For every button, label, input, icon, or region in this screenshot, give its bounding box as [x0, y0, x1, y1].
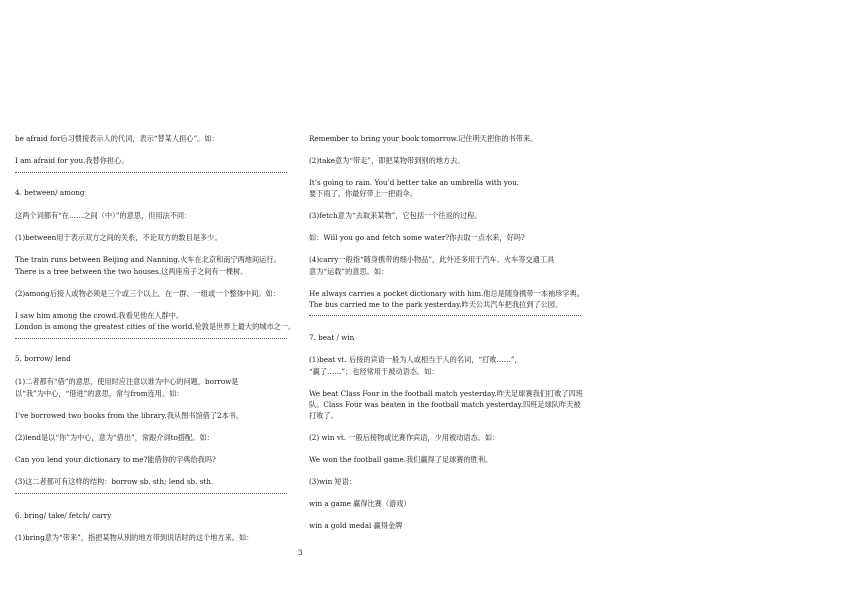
- text-line: win a gold medal 赢得金牌: [309, 521, 403, 530]
- section-heading: 4. between/ among: [15, 188, 85, 197]
- text-line: (2)lend是以“你”为中心，意为“借出”，常跟介词to搭配。如：: [15, 433, 214, 442]
- section-heading: 6. bring/ take/ fetch/ carry: [15, 511, 112, 520]
- dotted-separator: [15, 493, 287, 494]
- text-line: “赢了……”；也经常用于被动语态。如：: [309, 367, 439, 376]
- text-line: (2)take意为“带走”，即把某物带到别的地方去。: [309, 156, 465, 165]
- text-line: win a game 赢得比赛（游戏）: [309, 499, 411, 508]
- text-line: (1)beat vt. 后接的宾语一般为人或相当于人的名词，“打败……”，: [309, 355, 522, 364]
- text-line: (3)win 短语：: [309, 477, 357, 486]
- text-line: 队。Class Four was beaten in the football match yesterday.四班足球队昨天被: [309, 400, 581, 409]
- text-line: We won the football game.我们赢得了足球赛的胜利。: [309, 455, 493, 464]
- text-line: (2)among后接人或物必须是三个或三个以上，在一群、一组或一个整体中间。如：: [15, 289, 280, 298]
- text-line: 这两个词都有“在……之间（中）”的意思，但用法不同：: [15, 211, 192, 220]
- text-line: (1)between用于表示双方之间的关系，不论双方的数目是多少。: [15, 233, 222, 242]
- dotted-separator: [15, 338, 287, 339]
- text-line: 要下雨了。你最好带上一把雨伞。: [309, 189, 417, 198]
- text-line: (2) win vt. 一般后接物或比赛作宾语，少用被动语态。如：: [309, 433, 500, 442]
- text-line: 打败了。: [309, 411, 338, 420]
- text-line: The bus carried me to the park yesterday.昨天公共汽车把我拉到了公园。: [309, 300, 563, 309]
- text-line: There is a tree between the two houses.这两座房子之间有一棵树。: [15, 267, 248, 276]
- text-line: (1)二者都有“借”的意思，使用时应注意以谁为中心的问题，borrow是: [15, 377, 239, 386]
- text-line: be afraid for后习惯接表示人的代词，表示“替某人担心”。如：: [15, 134, 219, 143]
- text-line: (4)carry一般指“随身携带的细小物品”，此外还多用于汽车、火车等交通工具: [309, 255, 555, 264]
- dotted-separator: [309, 315, 581, 316]
- text-line: We beat Class Four in the football match yesterday.昨天足球赛我们打败了四班: [309, 389, 583, 398]
- text-line: Remember to bring your book tomorrow.记住明天把你的书带来。: [309, 134, 538, 143]
- page-number: 3: [298, 548, 303, 557]
- text-line: I am afraid for you.我替你担心。: [15, 156, 129, 165]
- text-line: I saw him among the crowd.我看见他在人群中。: [15, 311, 184, 320]
- text-line: The train runs between Beijing and Nanning.火车在北京和南宁两地间运行。: [15, 255, 281, 264]
- section-heading: 5. borrow/ lend: [15, 354, 71, 363]
- dotted-separator: [15, 172, 287, 173]
- text-line: (3)fetch意为“去取来某物”，它包括一个往返的过程。: [309, 211, 482, 220]
- text-line: (1)bring意为“带来”，指把某物从别的地方带到说话时的这个地方来。如：: [15, 533, 254, 542]
- text-line: London is among the greatest cities of the world.伦敦是世界上最大的城市之一。: [15, 322, 296, 331]
- text-line: (3)这二者都可有这样的结构：borrow sb. sth; lend sb. sth.: [15, 477, 214, 486]
- text-line: 如：Will you go and fetch some water?你去取一点水来，好吗?: [309, 233, 525, 242]
- text-line: I’ve borrowed two books from the library.我从图书馆借了2本书。: [15, 411, 244, 420]
- text-line: 以“我”为中心，“借进”的意思，常与from连用。如：: [15, 389, 184, 398]
- text-line: He always carries a pocket dictionary with him.他总是随身携带一本袖珍字典。: [309, 289, 584, 298]
- text-line: 意为“运载”的意思。如：: [309, 267, 389, 276]
- text-line: It’s going to rain. You’d better take an umbrella with you.: [309, 178, 520, 187]
- text-line: Can you lend your dictionary to me?能借你的字典给我吗?: [15, 455, 216, 464]
- section-heading: 7. beat / win: [309, 333, 355, 342]
